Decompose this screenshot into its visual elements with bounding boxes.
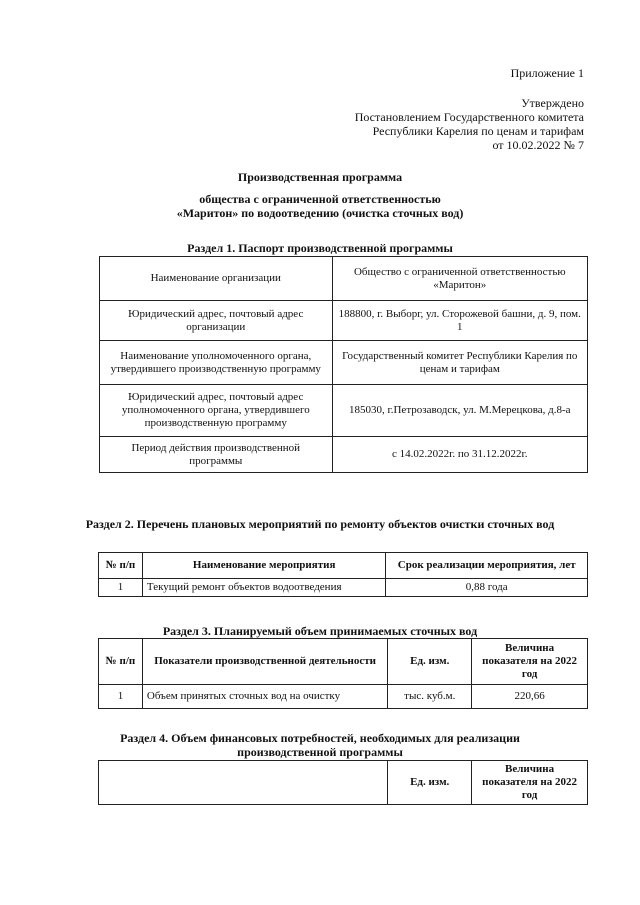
passport-label-cell: Юридический адрес, почтовый адрес организации <box>100 301 333 341</box>
program-subtitle-1: общества с ограниченной ответственностью <box>199 192 441 206</box>
col-header-indicator: Показатели производственной деятельности <box>142 639 387 685</box>
section4-title-line-1: Раздел 4. Объем финансовых потребностей, необходимых для реализации <box>120 731 520 745</box>
measures-table <box>98 552 588 597</box>
finance-table <box>98 760 588 805</box>
table-row <box>100 385 588 437</box>
col-header-unit: Ед. изм. <box>388 639 472 685</box>
table-row <box>100 301 588 341</box>
col-header-term: Срок реализации мероприятия, лет <box>386 553 588 579</box>
resolution-line-1: Постановлением Государственного комитета <box>354 110 584 124</box>
section3-title: Раздел 3. Планируемый объем принимаемых сточных вод <box>162 624 478 638</box>
passport-value-cell: 185030, г.Петрозаводск, ул. М.Мерецкова, д.8-а <box>332 385 587 437</box>
volume-table <box>98 638 588 709</box>
passport-value-cell: Государственный комитет Республики Карелия по ценам и тарифам <box>332 341 587 385</box>
table-row <box>100 257 588 301</box>
approved-label: Утверждено <box>521 96 584 110</box>
resolution-line-2: Республики Карелия по ценам и тарифам <box>372 124 584 138</box>
table-header-row <box>99 761 588 805</box>
value-cell: 220,66 <box>472 685 588 709</box>
section1-title: Раздел 1. Паспорт производственной программы <box>187 241 453 255</box>
passport-value-cell: Общество с ограниченной ответственностью «Маритон» <box>332 257 587 301</box>
appendix-label: Приложение 1 <box>510 66 584 80</box>
col-header-num: № п/п <box>99 553 143 579</box>
table-row <box>99 579 588 597</box>
row-num-cell: 1 <box>99 579 143 597</box>
col-header-unit: Ед. изм. <box>388 761 472 805</box>
col-header-value: Величина показателя на 2022 год <box>472 761 588 805</box>
col-header-measure: Наименование мероприятия <box>142 553 385 579</box>
passport-value-cell: с 14.02.2022г. по 31.12.2022г. <box>332 437 587 473</box>
indicator-name-cell: Объем принятых сточных вод на очистку <box>142 685 387 709</box>
term-cell: 0,88 года <box>386 579 588 597</box>
passport-label-cell: Юридический адрес, почтовый адрес уполномоченного органа, утвердившего производственную программу <box>100 385 333 437</box>
col-header-value: Величина показателя на 2022 год <box>472 639 588 685</box>
section2-title: Раздел 2. Перечень плановых мероприятий по ремонту объектов очистки сточных вод <box>85 517 555 531</box>
passport-label-cell: Период действия производственной программы <box>100 437 333 473</box>
passport-value-cell: 188800, г. Выборг, ул. Сторожевой башни, д. 9, пом. 1 <box>332 301 587 341</box>
table-row <box>100 341 588 385</box>
col-header-blank <box>99 761 388 805</box>
row-num-cell: 1 <box>99 685 143 709</box>
table-row <box>100 437 588 473</box>
passport-label-cell: Наименование уполномоченного органа, утвердившего производственную программу <box>100 341 333 385</box>
table-header-row <box>99 553 588 579</box>
passport-label-cell: Наименование организации <box>100 257 333 301</box>
unit-cell: тыс. куб.м. <box>388 685 472 709</box>
program-title: Производственная программа <box>237 170 403 184</box>
passport-table <box>99 256 588 473</box>
table-header-row <box>99 639 588 685</box>
resolution-line-3: от 10.02.2022 № 7 <box>492 138 584 152</box>
program-subtitle-2: «Маритон» по водоотведению (очистка сточных вод) <box>176 206 464 220</box>
table-row <box>99 685 588 709</box>
measure-name-cell: Текущий ремонт объектов водоотведения <box>142 579 385 597</box>
section4-title-line-2: производственной программы <box>237 745 403 759</box>
col-header-num: № п/п <box>99 639 143 685</box>
